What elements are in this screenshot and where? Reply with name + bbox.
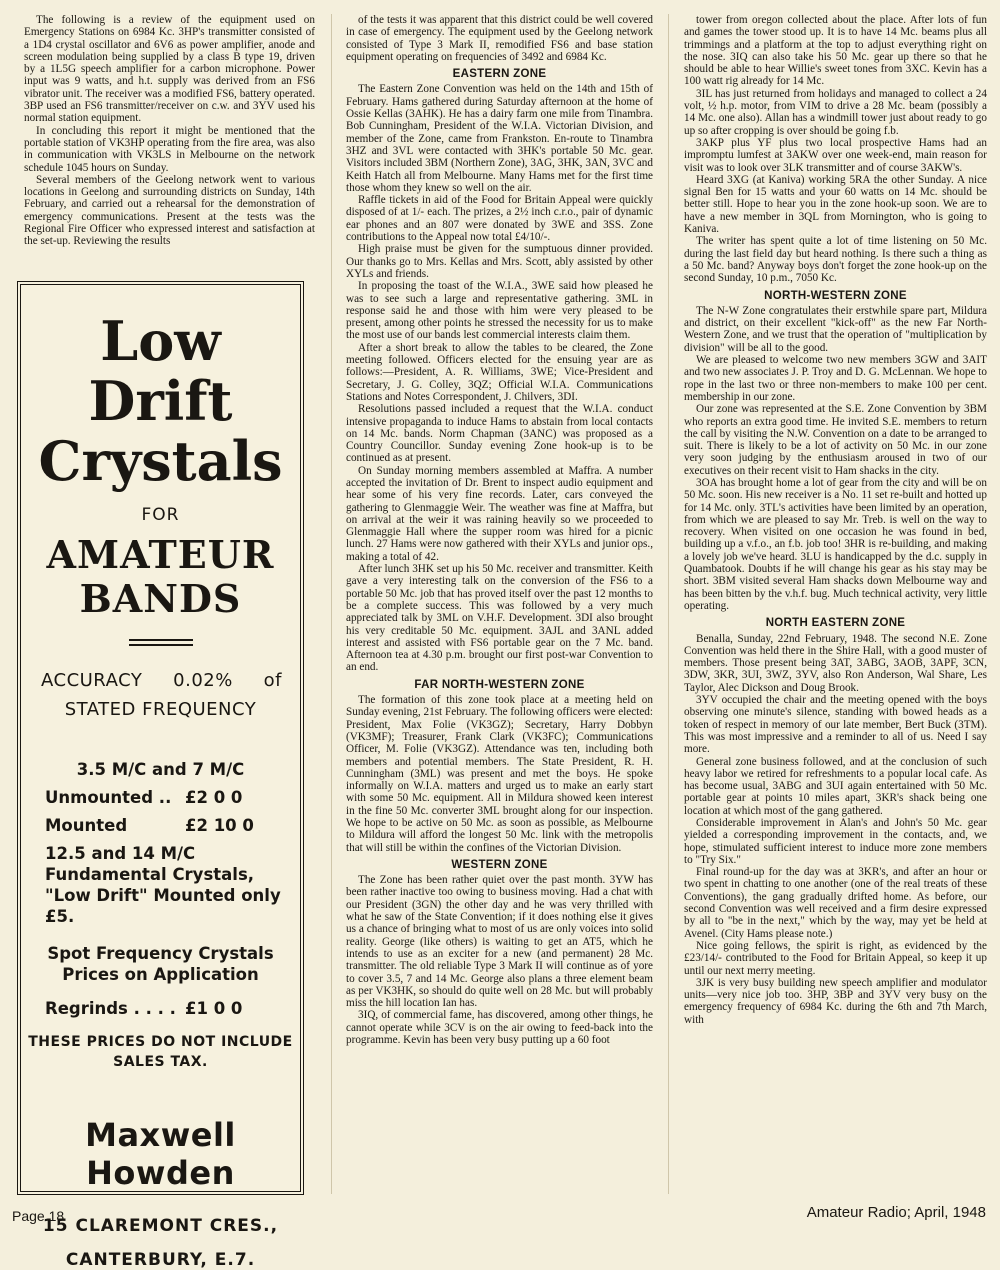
price-row: [45, 788, 300, 807]
section-heading: NORTH-WESTERN ZONE: [764, 289, 907, 302]
paragraph: 3IQ, of commercial fame, has discovered, among other things, he cannot operate while 3CV is on the air owing to feed-back into the programme. Kevin has been very busy putting up a 60 foot: [346, 1009, 653, 1047]
page-number: Page 18: [12, 1208, 65, 1224]
paragraph: The formation of this zone took place at a meeting held on Sunday evening, 21st February. The following officers were elected: President, Max Folie (VK3GZ); Secretary, Harry Dobbyn (VK3MF); Treasurer, Frank Clark (VK3FC); Communications Officer, M. Folie (VK3GZ). Attendance was ten, including both members and potential members. The State President, R. H. Cunningham (3ML) was present and met the boys. He spoke informally on W.I.A. matters and urged us to make an early start with some 50 Mc. equipment. All in Mildura showed keen interest in the fine 50 Mc. converter 3ML brought along for our inspection. We hope to be active on 50 Mc. as soon as possible, as Melbourne to Mildura will afford the longest 50 Mc. link with the metropolis that will still be within the confines of the Victorian Division.: [346, 694, 653, 854]
ad-bands: BANDS: [79, 576, 242, 621]
price-row: [45, 999, 300, 1018]
paragraph: 3OA has brought home a lot of gear from the city and will be on 50 Mc. soon. His new receiver is a No. 11 set re-built and hotted up for 14 Mc. only. 3TL's activities have been limited by an operation, from which we are pleased to say Mr. Treb. is well on the way to recovery. When visited on one occasion he was found in bed, building up a v.f.o., an f.b. job too! 3HR is re-building, and making a lovely job we've heard. 3LU is handicapped by the d.c. supply in Quambatook. Doubts if he will change his gear as his stay may be short. 3BM visited several Ham shacks down Melbourne way and has been bitten by the v.h.f. bug. Much technical activity, very little operating.: [684, 476, 987, 612]
ad-tax-note: THESE PRICES DO NOT INCLUDE SALES TAX.: [28, 1034, 293, 1070]
paragraph: We are pleased to welcome two new members 3GW and 3AIT and two new associates J. P. Troy and D. G. McLennan. We hope to rope in the last two or three non-members to make 100 per cent. membership in our zone.: [684, 354, 987, 403]
ad-headline-2: Crystals: [38, 429, 283, 493]
price-name: Mounted: [45, 816, 128, 835]
ad-divider: [129, 639, 193, 641]
ad-accuracy: [41, 670, 282, 691]
paragraph: The Zone has been rather quiet over the past month. 3YW has been rather inactive too owing to business moving. Had a chat with our President (3GN) the other day and he was very thrilled with what he saw of the State Convention; if it does nothing else it gives us a chance of bringing what to most of us are only voices into solid reality. George (like others) is waiting to get an AT5, which he intends to use as an exciter for a new (and permanent) 28 Mc. transmitter. The old reliable Type 3 Mark II will continue as of yore to cover 3.5, 7 and 14 Mc. George also plans a three element beam as per VK3HK, so should do quite well on 28 Mc. but will probably miss the hill location Ian has.: [346, 874, 653, 1010]
paragraph: Resolutions passed included a request that the W.I.A. conduct intensive propaganda to induce Hams to abstain from local contacts on 14 Mc. bands. Norm Chapman (3ANC) was proposed as a Country Councillor. Sunday evening Zone hook-up is to be continued as at present.: [346, 403, 653, 465]
price-name: Unmounted ..: [45, 788, 172, 807]
price-name: Regrinds . . . .: [45, 999, 176, 1018]
paragraph: After lunch 3HK set up his 50 Mc. receiver and transmitter. Keith gave a very interesting talk on the conversion of the FS6 to a portable 50 Mc. job that has proved itself over the past 12 months to be a complete success. This was followed by a very much appreciated talk by 3ML on V.H.F. Development. 3DI also brought his very creditable 50 Mc. equipment. 3AJL and 3ANL added interest and assisted with FS6 portable gear on the 7 Mc. band. Afternoon tea at 4.30 p.m. brought our first post-war Convention to an end.: [346, 563, 653, 674]
paragraph: 3YV occupied the chair and the meeting opened with the boys observing one minute's silence, standing with bowed heads as a token of respect in memory of our late member, Bert Buck (3TM). This was most impressive and a reminder to all of us. Need I say more.: [684, 694, 987, 756]
paragraph: 3AKP plus YF plus two local prospective Hams had an impromptu lumfest at 3AKW over one week-end, main reason for visit was to look over 3LK transmitter and of course 3AKW's.: [684, 136, 987, 174]
section-heading: NORTH EASTERN ZONE: [765, 617, 906, 630]
ad-frequencies: 3.5 M/C and 7 M/C: [76, 760, 245, 779]
column-divider: [668, 14, 669, 1194]
accuracy-of: of: [263, 670, 282, 691]
paragraph: of the tests it was apparent that this district could be well covered in case of emergency. The equipment used by the Geelong network consisted of Type 3 Mark II, remodified FS6 and base station equipment operating on frequencies of 3492 and 6984 Kc.: [346, 14, 653, 63]
section-heading: FAR NORTH-WESTERN ZONE: [414, 678, 585, 691]
ad-amateur: AMATEUR: [46, 532, 275, 577]
section-heading: WESTERN ZONE: [451, 858, 548, 871]
ad-stated-frequency: STATED FREQUENCY: [64, 699, 257, 720]
ad-spot-frequency: Spot Frequency Crystals Prices on Application: [47, 944, 274, 984]
ad-fundamental: 12.5 and 14 M/C Fundamental Crystals, "Low Drift" Mounted only £5.: [45, 844, 281, 926]
ad-address-2: CANTERBURY, E.7.: [65, 1250, 256, 1270]
paragraph: 3IL has just returned from holidays and managed to collect a 24 volt, ½ h.p. motor, from VIM to drive a 28 Mc. beam (possibly a 14 Mc. one also). Allan has a windmill tower just about ready to go up so after cropping is over should be going f.b.: [684, 87, 987, 137]
column-3: [684, 14, 987, 1026]
ad-divider: [129, 644, 193, 646]
price-value: £2 0 0: [185, 788, 243, 807]
paragraph: Heard 3XG (at Kaniva) working 5RA the other Sunday. A nice signal Ben for 15 watts and your 60 watts on 14 Mc. should be better still. Hope to hear you in the zone hook-up soon. We are to have a new member in 3QL from Mornington, who is going to Kaniva.: [684, 173, 987, 236]
paragraph: Nice going fellows, the spirit is right, as evidenced by the £23/14/- contributed to the Food for Britain Appeal, so keep it up until our next merry meeting.: [684, 939, 987, 977]
column-1: [24, 14, 315, 248]
price-value: £2 10 0: [185, 816, 254, 835]
paragraph: Raffle tickets in aid of the Food for Britain Appeal were quickly disposed of at 1/- each. The prizes, a 2½ inch c.r.o., pair of dynamic ear phones and an 807 were donated by 3WE and 3SS. Zone contributions to the Appeal now total £4/10/-.: [346, 194, 653, 244]
price-row: [45, 816, 300, 835]
paragraph: The writer has spent quite a lot of time listening on 50 Mc. during the last field day but heard nothing. Is there such a thing as a 50 Mc. band? Anyway boys don't forget the zone hook-up on the second Sunday, 10 p.m., 7050 Kc.: [684, 235, 987, 285]
paragraph: In proposing the toast of the W.I.A., 3WE said how pleased he was to see such a large and representative gathering. 3ML in response said he and those with him were very pleased to be present, among other points he stressed the necessity for us to make the most use of our bands lest commercial interests claim them.: [346, 280, 653, 342]
paragraph: Several members of the Geelong network went to various locations in Geelong and surrounding districts on Sunday, 14th February, and carried out a rehearsal for the demonstration of emergency communications. Present at the tests was the Regional Fire Officer who expressed interest and satisfaction at the set-up. Reviewing the results: [24, 173, 315, 248]
accuracy-value: 0.02%: [173, 670, 233, 691]
paragraph: After a short break to allow the tables to be cleared, the Zone meeting followed. Officers elected for the ensuing year are as follows:—President, A. R. Williams, 3WE; Vice-President and Secretary, J. G. Colley, 3QZ; Official W.I.A. Communications Stations and Notes Correspondent, J. Chilvers, 3DI.: [346, 341, 653, 403]
paragraph: Benalla, Sunday, 22nd February, 1948. The second N.E. Zone Convention was held there in the Shire Hall, with a good muster of members. Those present being 3AT, 3ABG, 3AOB, 3APF, 3CN, 3DW, 3KR, 3UI, 3WZ, 3YV, also Ron Anderson, Wal Share, Les Taylor, Alec Dickson and Doug Brook.: [684, 632, 987, 694]
column-divider: [331, 14, 332, 1194]
ad-for: FOR: [141, 505, 180, 525]
accuracy-label: ACCURACY: [41, 670, 143, 691]
column-2: [346, 14, 653, 1046]
section-heading: EASTERN ZONE: [452, 68, 547, 81]
paragraph: Final round-up for the day was at 3KR's, and after an hour or two spent in chatting to one another (one of the real treats of these Conventions), the gang gradually drifted home. As before, our second Convention was well received and a firm desire expressed by all to "be in the next," which by the way, may yet be held at Avenel. (City Hams please note.): [684, 866, 987, 940]
paragraph: General zone business followed, and at the conclusion of such heavy labor we retired for refreshments to a popular local cafe. As has become usual, 3ABG and 3UI again entertained with 50 Mc. portable gear at points 10 miles apart, 3KR's shack being one location at which most of the gang gathered.: [684, 755, 987, 817]
paragraph: Our zone was represented at the S.E. Zone Convention by 3BM who reports an extra good time. He invited S.E. members to return the call by visiting the N.W. Convention on a date to be arranged to suit. There is likely to be a lot of activity on 50 Mc. in our zone very soon judging by the enthusiasm aroused in two of our executives on their recent visit to Ham shacks in the city.: [684, 403, 987, 477]
paragraph: tower from oregon collected about the place. After lots of fun and games the tower stood up. It is to have 14 Mc. beams plus all trimmings and a platform at the top to adjust everything right on the nose. 3IQ can also take his 50 Mc. gear up there so that he should be able to hear Willie's sweet tones from 3XC. Kevin has a 100 watt rig already for 14 Mc.: [684, 14, 987, 88]
paragraph: The N-W Zone congratulates their erstwhile spare part, Mildura and district, on their excellent "kick-off" as the new Far North-Western Zone, and we trust that the operation of "multiplication by division" will be all to the good.: [684, 304, 987, 354]
ad-brand: Maxwell Howden: [85, 1116, 236, 1192]
paragraph: The following is a review of the equipment used on Emergency Stations on 6984 Kc. 3HP's transmitter consisted of a 1D4 crystal oscillator and 6V6 as power amplifier, anode and screen modulation being supplied by a class B type 19, driven by a 1L5G speech amplifier for a carbon microphone. Power input was 9 watts, and h.t. supply was derived from an FS6 vibrator unit. The receiver was a modified FS6, battery operated. 3BP used an FS6 transmitter/receiver on c.w. and 3YV used his normal station equipment.: [24, 14, 315, 125]
ad-headline-1: Low Drift: [88, 309, 233, 433]
price-value: £1 0 0: [185, 999, 243, 1018]
magazine-issue: Amateur Radio; April, 1948: [806, 1204, 986, 1221]
paragraph: 3JK is very busy building new speech amplifier and modulator units—very nice job too. 3HP, 3BP and 3YV very busy on the emergency frequency of 6984 Kc. during the 6th and 7th March, with: [684, 976, 987, 1026]
paragraph: The Eastern Zone Convention was held on the 14th and 15th of February. Hams gathered during Saturday afternoon at the home of Ossie Kellas (3AHK). He has a dairy farm one mile from Tinambra. Bob Cunningham, President of the W.I.A. Victorian Division, and member of the Zone, came from Frankston. En-route to Tinambra 3HZ and 3VL were contacted with 3HK's portable 50 Mc. gear. Visitors included 3BM (Northern Zone), 3AG, 3HK, 3AN, 3VC and Keith Hatch all from Melbourne. Many Hams met for the first time those whom they knew so well on the air.: [346, 83, 653, 194]
paragraph: On Sunday morning members assembled at Maffra. A number accepted the invitation of Dr. Brent to inspect audio equipment and hear some of his very fine records. Later, cars conveyed the gathering to Glenmaggie Weir. The weather was fine at Maffra, but on arrival at the weir it was raining heavily so we proceeded to Glenmaggie Hall where the supper room was hired for a picnic lunch. 27 Hams were now gathered with their XYLs and junior ops., making a total of 42.: [346, 464, 653, 563]
paragraph: In concluding this report it might be mentioned that the portable station of VK3HP operating from the fire area, was also in communication with VK3LS in Melbourne on the network schedule 1045 hours on Sunday.: [24, 124, 315, 174]
ad-address-1: 15 CLAREMONT CRES.,: [42, 1216, 279, 1236]
paragraph: High praise must be given for the sumptuous dinner provided. Our thanks go to Mrs. Kellas and Mrs. Scott, ably assisted by other XYLs and friends.: [346, 243, 653, 280]
paragraph: Considerable improvement in Alan's and John's 50 Mc. gear yielded a corresponding improvement in the contacts, and, we hope, stimulated sufficient interest to induce more zone members to "Try Six.": [684, 817, 987, 866]
